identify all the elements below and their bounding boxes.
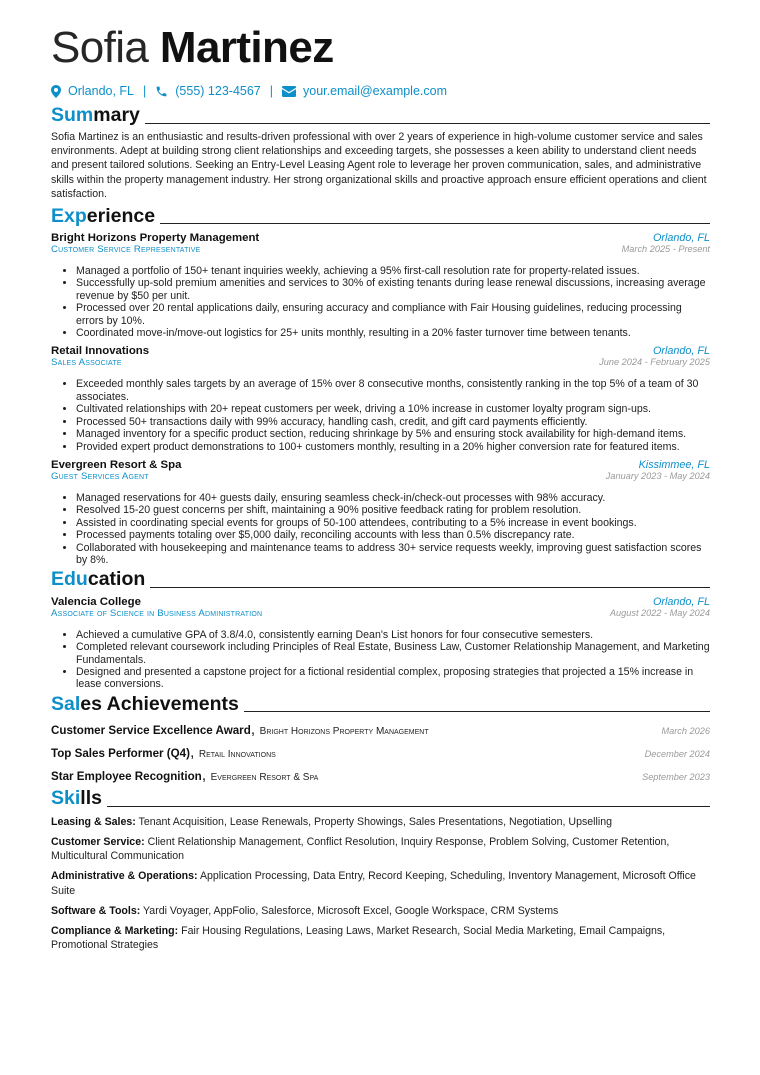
skill-group	[51, 815, 710, 829]
skill-group	[51, 869, 710, 897]
experience-heading	[51, 204, 710, 227]
entry-dates: August 2022 - May 2024	[609, 607, 710, 618]
bullet-item: • Exceeded monthly sales targets by an average of 15% over 8 consecutive months, consistently ranking in the top 5% of a team of 30 associates.	[76, 378, 710, 403]
summary-heading	[51, 106, 710, 126]
achievements-heading	[51, 692, 710, 715]
award-organization: Retail Innovations	[198, 749, 276, 761]
section-title: Summary	[51, 104, 140, 126]
award-organization: Evergreen Resort & Spa	[210, 772, 319, 784]
bullet-item: • Processed over 20 rental applications daily, ensuring accuracy and compliance with Fair Housing guidelines, reducing processing errors by 10%.	[76, 302, 710, 327]
bullet-item: • Successfully up-sold premium amenities and services to 30% of existing tenants during lease renewal discussions, increasing average revenue by $50 per unit.	[76, 277, 710, 302]
skill-category: Administrative & Operations:	[51, 870, 198, 883]
section-title: Experience	[51, 204, 156, 227]
employer-name: Bright Horizons Property Management	[51, 232, 260, 245]
experience-entry	[51, 345, 710, 452]
skill-category: Customer Service:	[51, 836, 145, 849]
entry-location: Orlando, FL	[652, 232, 710, 245]
section-divider	[244, 711, 710, 712]
award-name: Top Sales Performer (Q4)	[51, 747, 190, 761]
entry-location: Orlando, FL	[652, 345, 710, 358]
envelope-icon	[282, 86, 296, 97]
skill-category: Compliance & Marketing:	[51, 925, 179, 938]
phone-text: (555) 123-4567	[175, 84, 261, 98]
section-divider	[145, 123, 710, 124]
job-title: Customer Service Representative	[51, 244, 201, 256]
skill-items: Client Relationship Management, Conflict Resolution, Inquiry Response, Problem Solving, Customer Retention, Multicultural Communication	[51, 836, 670, 863]
bullet-item: • Processed payments totaling over $5,000 daily, reconciling accounts with less than 0.5% discrepancy rate.	[76, 529, 710, 541]
award-date: March 2026	[661, 726, 710, 737]
bullet-item: • Managed inventory for a specific product section, reducing shrinkage by 5% and ensuring stock availability for high-demand items.	[76, 428, 710, 440]
last-name: Martinez	[159, 23, 334, 72]
award-organization: Bright Horizons Property Management	[259, 726, 429, 738]
bullet-item: • Managed a portfolio of 150+ tenant inquiries weekly, achieving a 95% first-call resolution rate for property-related issues.	[76, 265, 710, 277]
entry-location: Orlando, FL	[652, 595, 710, 608]
section-divider	[150, 587, 710, 588]
entry-dates: June 2024 - February 2025	[599, 357, 710, 368]
bullet-item: • Coordinated move-in/move-out logistics for 25+ units monthly, resulting in a 20% faster turnover time between tenants.	[76, 327, 710, 339]
skill-group	[51, 835, 710, 863]
skill-group	[51, 924, 710, 952]
contact-line	[51, 84, 710, 98]
contact-phone[interactable]	[155, 84, 260, 98]
school-name: Valencia College	[51, 595, 141, 608]
first-name: Sofia	[51, 23, 149, 72]
contact-separator: |	[269, 84, 273, 98]
skill-category: Software & Tools:	[51, 904, 141, 917]
award-name: Star Employee Recognition	[51, 770, 202, 784]
map-pin-icon	[51, 85, 61, 98]
skill-items: Yardi Voyager, AppFolio, Salesforce, Microsoft Excel, Google Workspace, CRM Systems	[143, 904, 559, 917]
bullet-list	[51, 378, 710, 452]
education-heading	[51, 570, 710, 590]
award-date: September 2023	[642, 772, 710, 783]
bullet-item: • Assisted in coordinating special events for groups of 50-100 attendees, contributing to a 5% increase in event bookings.	[76, 517, 710, 529]
bullet-item: • Managed reservations for 40+ guests daily, ensuring seamless check-in/check-out processes with 98% accuracy.	[76, 492, 710, 504]
bullet-item: • Resolved 15-20 guest concerns per shift, maintaining a 90% positive feedback rating for problem resolution.	[76, 504, 710, 516]
employer-name: Evergreen Resort & Spa	[51, 458, 182, 471]
bullet-item: • Designed and presented a capstone project for a fictional residential complex, proposing strategies that projected a 15% increase in lease conversions.	[76, 666, 710, 691]
job-title: Sales Associate	[51, 357, 122, 369]
skill-items: Application Processing, Data Entry, Record Keeping, Scheduling, Inventory Management, Microsoft Office Suite	[51, 870, 696, 897]
bullet-item: • Completed relevant coursework including Principles of Real Estate, Business Law, Customer Relationship Management, and Marketing Fundamentals.	[76, 641, 710, 666]
bullet-item: • Provided expert product demonstrations to 100+ customers monthly, resulting in a 20% higher conversion rate for featured items.	[76, 441, 710, 453]
summary-text: Sofia Martinez is an enthusiastic and results-driven professional with over 2 years of experience in high-volume customer service and sales environments. Adept at building strong client relationships and exceeding targets, she possesses a keen ability to understand client needs and present tailored solutions. Seeking an Entry-Level Leasing Agent role to leverage her proven communication, sales, and administrative skills within the property management industry. Her strong organizational skills and proactive approach ensure efficient operations and client satisfaction.	[51, 130, 707, 201]
bullet-item: • Processed 50+ transactions daily with 99% accuracy, handling cash, credit, and gift card payments efficiently.	[76, 416, 710, 428]
contact-email[interactable]	[282, 84, 447, 98]
bullet-item: • Achieved a cumulative GPA of 3.8/4.0, consistently earning Dean's List honors for four consecutive semesters.	[76, 629, 710, 641]
skill-group	[51, 904, 710, 918]
section-title: Education	[51, 568, 146, 591]
skill-items: Fair Housing Regulations, Leasing Laws, Market Research, Social Media Marketing, Email Campaigns, Promotional Strategies	[51, 925, 666, 952]
experience-entry	[51, 459, 710, 566]
award-name: Customer Service Excellence Award	[51, 724, 251, 738]
skill-items: Tenant Acquisition, Lease Renewals, Property Showings, Sales Presentations, Negotiation, Upselling	[138, 815, 613, 828]
achievement-item: Top Sales Performer (Q4), Retail Innovations December 2024	[51, 744, 710, 762]
skill-category: Leasing & Sales:	[51, 815, 136, 828]
entry-location: Kissimmee, FL	[638, 458, 710, 471]
phone-icon	[155, 85, 168, 98]
section-title: Skills	[51, 787, 102, 810]
email-text: your.email@example.com	[303, 84, 447, 98]
employer-name: Retail Innovations	[51, 345, 150, 358]
bullet-item: • Cultivated relationships with 20+ repeat customers per week, driving a 10% increase in customer loyalty program sign-ups.	[76, 403, 710, 415]
achievement-item: Star Employee Recognition, Evergreen Resort & Spa September 2023	[51, 767, 710, 785]
section-divider	[160, 223, 710, 224]
experience-entry	[51, 232, 710, 339]
bullet-item: • Collaborated with housekeeping and maintenance teams to address 30+ service requests weekly, improving guest satisfaction scores by 8%.	[76, 542, 710, 567]
candidate-name	[51, 23, 710, 72]
degree-name: Associate of Science in Business Administration	[51, 607, 263, 619]
education-entry	[51, 596, 710, 691]
contact-separator: |	[143, 84, 147, 98]
bullet-list	[51, 265, 710, 339]
entry-dates: January 2023 - May 2024	[605, 470, 710, 481]
section-divider	[107, 806, 710, 807]
bullet-list	[51, 629, 710, 691]
bullet-list	[51, 492, 710, 566]
award-date: December 2024	[644, 749, 710, 760]
entry-dates: March 2025 - Present	[621, 244, 710, 255]
skills-heading	[51, 789, 710, 809]
job-title: Guest Services Agent	[51, 470, 149, 482]
contact-location	[51, 84, 134, 98]
achievement-item: Customer Service Excellence Award, Bright Horizons Property Management March 2026	[51, 721, 710, 739]
section-title: Sales Achievements	[51, 692, 239, 715]
location-text: Orlando, FL	[68, 84, 135, 98]
